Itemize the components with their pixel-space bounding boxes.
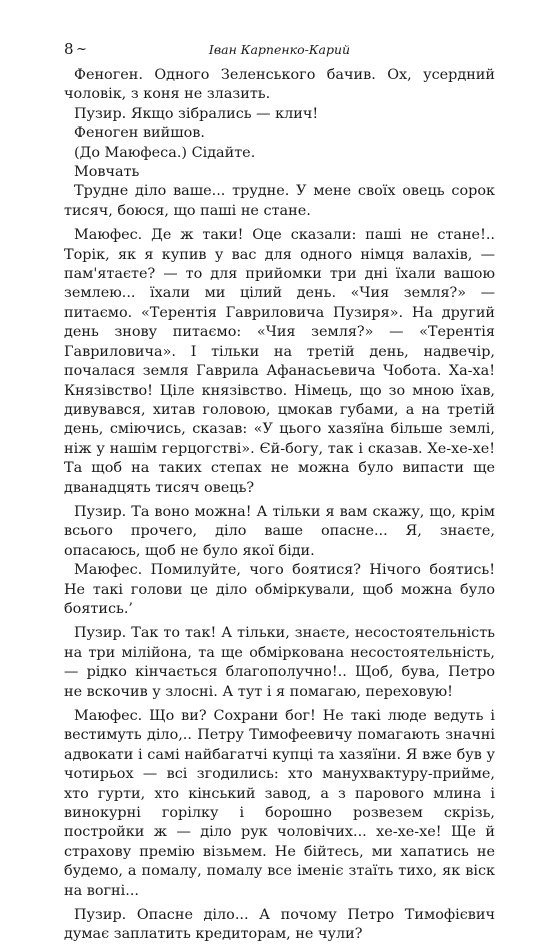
page-number: 8 — [64, 40, 74, 58]
ornament-icon: ~ — [76, 42, 87, 57]
paragraph: Маюфес. Помилуйте, чого боятися? Нічого боятись! Не такі голови це діло обміркували, щоб можна було боятись.’ — [64, 562, 495, 617]
paragraph: Феноген. Одного Зеленського бачив. Ох, усердний чоловік, з коня не злазить. — [64, 67, 495, 103]
paragraph: Маюфес. Де ж таки! Оце сказали: паші не стане!.. Торік, як я купив у вас для одного німця валахів, — пам'ятаєте? — то для прийомки три дні їхали вашою землею... їхали ми цілий день. «Чия земля?» — питаємо. «Терентія Гавриловича Пузиря». На другий день знову питаємо: «Чия земля?» — «Терентія Гавриловича». І тільки на третій день, надвечір, почалася земля Гаврила Афанасьевича Чобота. Ха-ха! Князівство! Ціле князівство. Німець, що зо мною їхав, дивувався, хитав головою, цмокав губами, а на третій день, сміючись, сказав: «У цього хазяїна більше землі, ніж у нашім герцогстві». Єй-богу, так і сказав. Хе-хе-хе! Та щоб на таких степах не можна було випасти ще дванадцять тисяч овець? — [64, 227, 495, 496]
paragraph: Феноген вийшов. — [74, 125, 205, 142]
paragraph: Мовчать — [74, 164, 140, 181]
paragraph: Маюфес. Що ви? Сохрани бог! Не такі люде ведуть і вестимуть діло,.. Петру Тимофеевичу помагають значні адвокати і самі найбагатчі купці та хазяїни. Я вже був у чотирьох — всі згодились: хто манухвактуру-прийме, хто гурти, хто кінський завод, а з парового млина і винокурні горілку і борошно розвезем скрізь, постройки ж — діло рук чоловічих... хе-хе-хе! Ще й страхову премію візьмем. Не бійтесь, ми хапатись не будемо, а помалу, помалу все іменіє зтаїть тихо, як віск на вогні... — [64, 708, 495, 899]
paragraph: Пузир. Опасне діло... А почому Петро Тимофієвич думає заплатить кредиторам, не чули? — [64, 907, 495, 943]
running-head: Іван Карпенко-Карий — [208, 42, 351, 57]
page-header — [64, 40, 495, 62]
page-body — [64, 66, 495, 945]
paragraph: Трудне діло ваше... трудне. У мене своїх овець сорок тисяч, боюся, що паші не стане. — [64, 183, 495, 219]
book-page — [64, 40, 495, 945]
paragraph: Пузир. Та воно можна! А тільки я вам скажу, що, крім всього прочего, діло ваше опасне... Я, знаєте, опасаюсь, щоб не було якої біди. — [64, 503, 495, 559]
paragraph: (До Маюфеса.) Сідайте. — [74, 144, 256, 161]
paragraph: Пузир. Якщо зібрались — клич! — [74, 105, 319, 122]
paragraph: Пузир. Так то так! А тільки, знаєте, несостоятельність на три мілійона, та ще обміркована несостоятельність, — рідко кінчається благополучно!.. Щоб, бува, Петро не вскочив у злосні. А тут і я помагаю, переховую! — [64, 625, 495, 700]
